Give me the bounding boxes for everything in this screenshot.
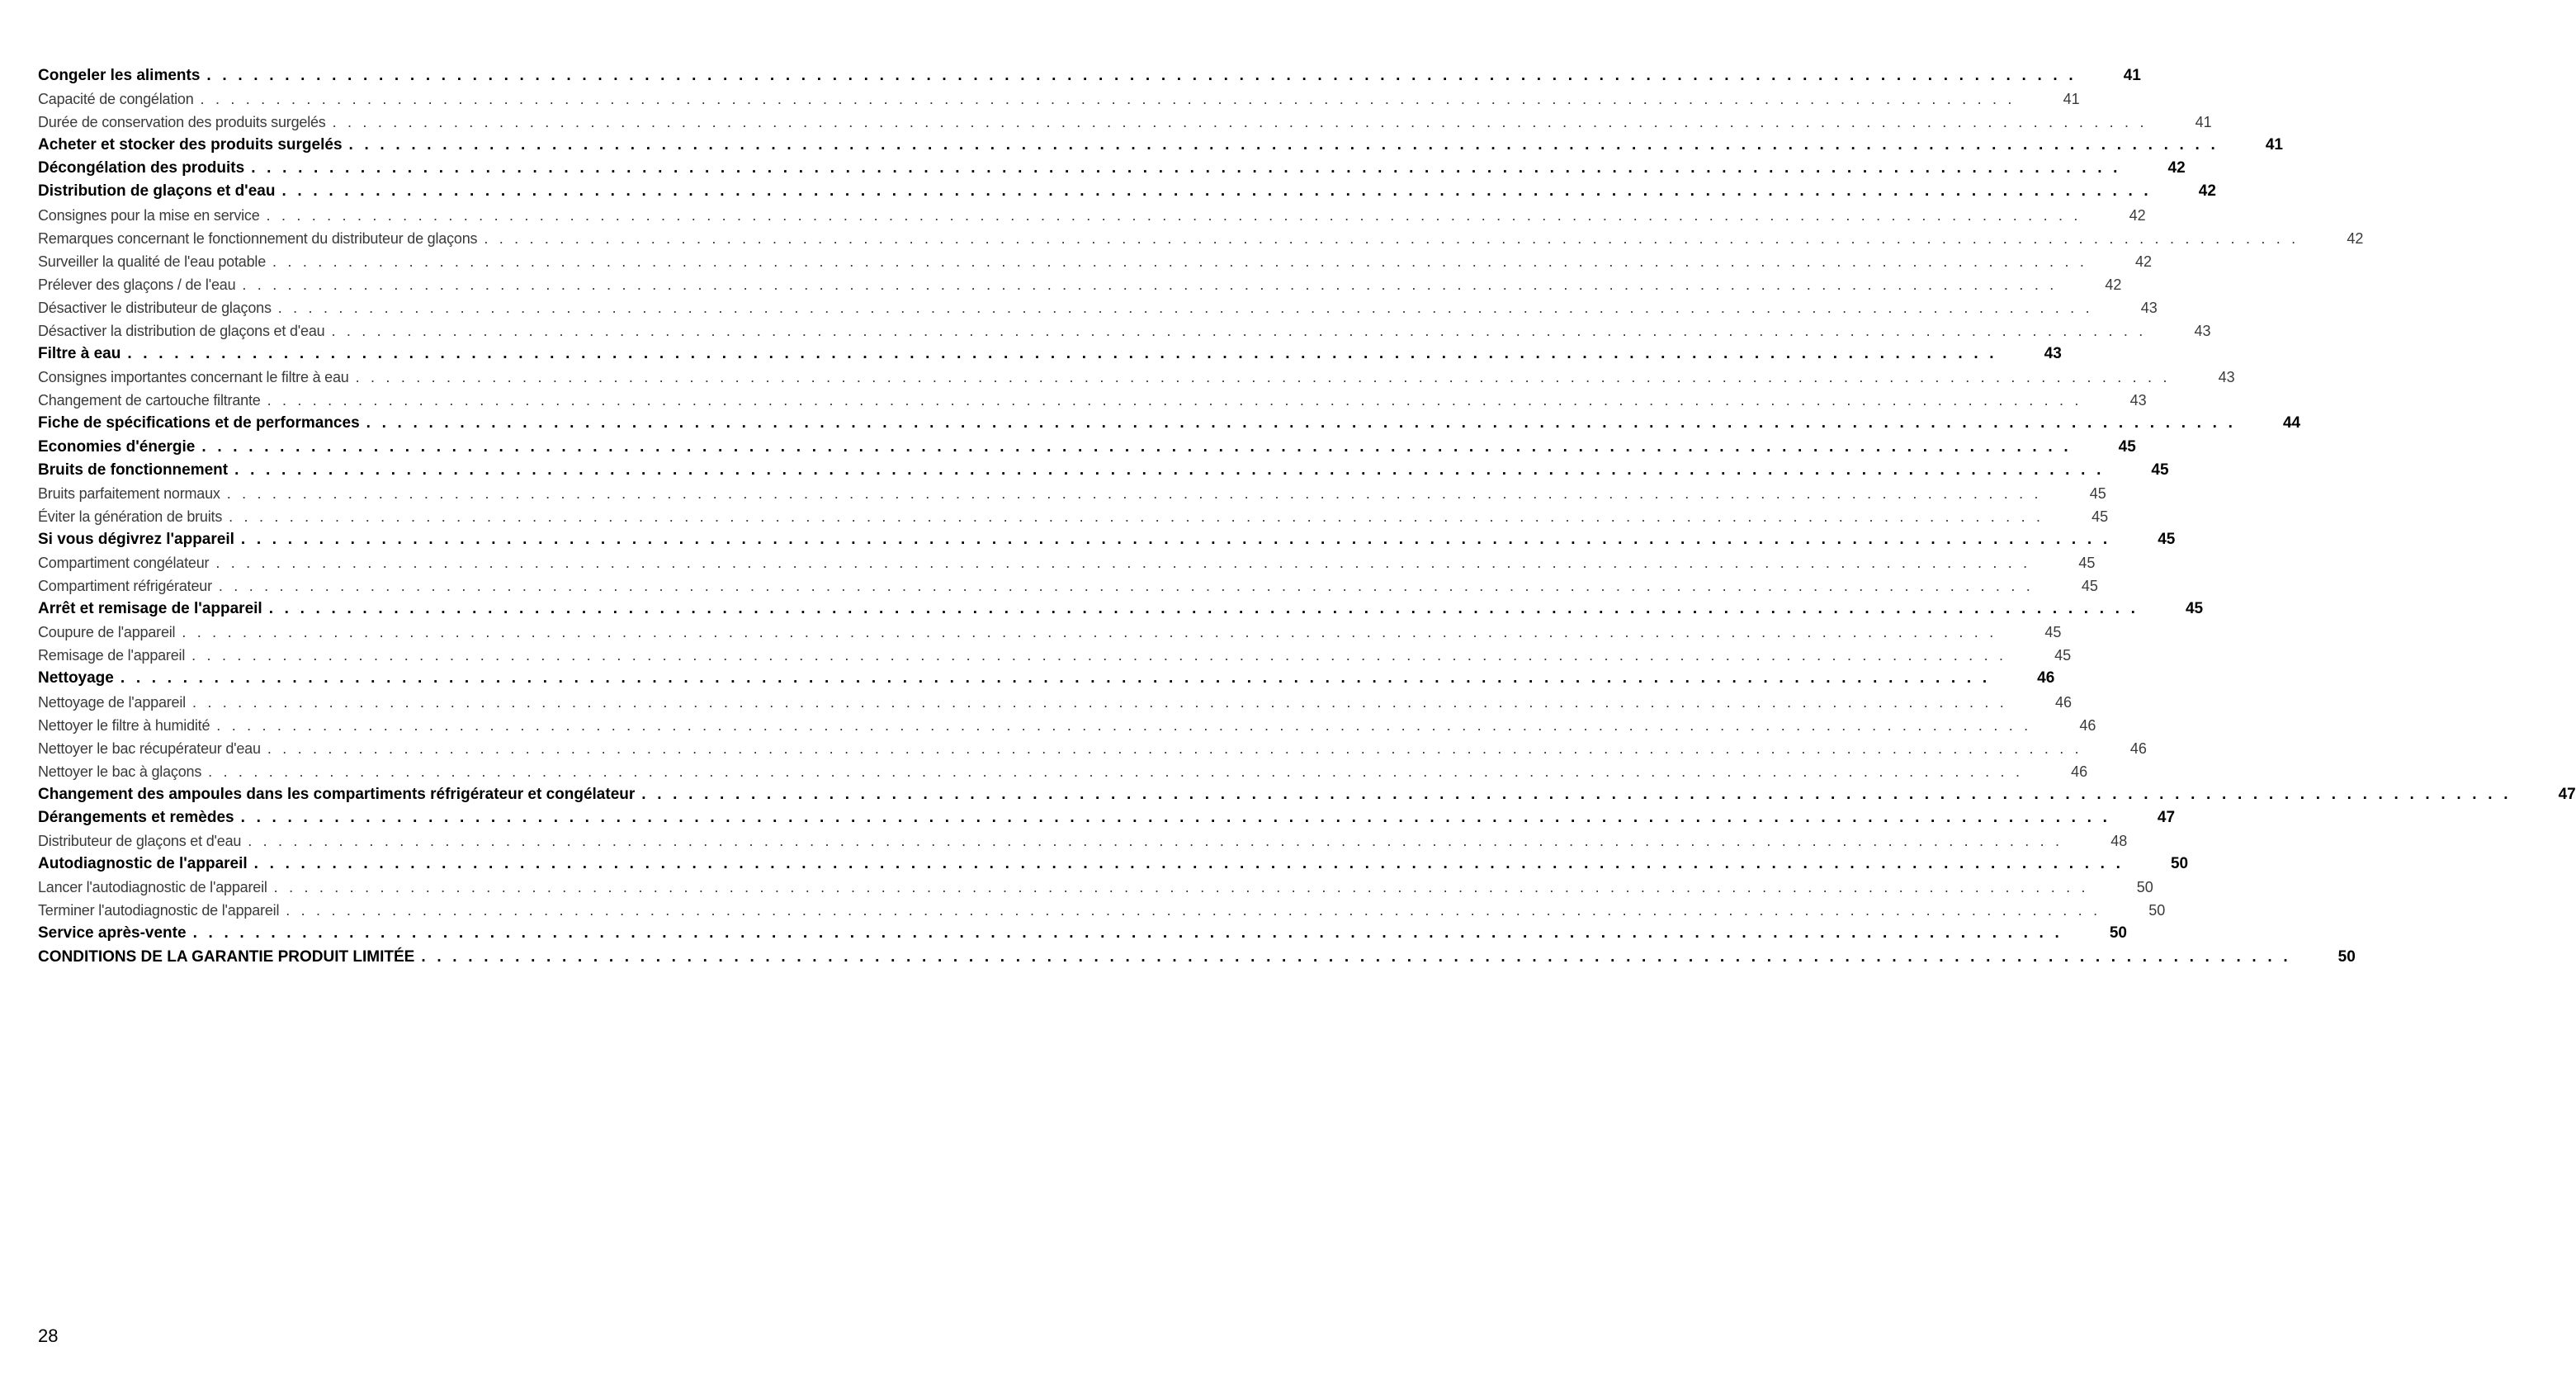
- toc-entry-page: 46: [2054, 693, 2073, 711]
- toc-section-row[interactable]: [38, 667, 2055, 690]
- toc-entry-title: Prélever des glaçons / de l'eau: [38, 276, 236, 293]
- toc-entry-title: Durée de conservation des produits surgelés: [38, 114, 326, 131]
- toc-entry-title: Consignes importantes concernant le filtre à eau: [38, 369, 349, 386]
- toc-entry-title: Nettoyage de l'appareil: [38, 693, 186, 711]
- dot-leader: . . . . . . . . . . . . . . . . . . . . . . . . . . . . . . . . . . . . . . . . . . . . . . . . . . . . . . . . . . . . . . . . . . . . . . . . . . . . . . . . . . . . . . . . . . . . . . . . . . . . . . . . . . . . . . . . . . . . . . . .: [226, 484, 2042, 502]
- toc-entry-page: 45: [2081, 578, 2098, 595]
- dot-leader: . . . . . . . . . . . . . . . . . . . . . . . . . . . . . . . . . . . . . . . . . . . . . . . . . . . . . . . . . . . . . . . . . . . . . . . . . . . . . . . . . . . . . . . . . . . . . . . . . . . . . . . . . . . . . . . . . . . . . . . .: [281, 182, 2152, 201]
- dot-leader: . . . . . . . . . . . . . . . . . . . . . . . . . . . . . . . . . . . . . . . . . . . . . . . . . . . . . . . . . . . . . . . . . . . . . . . . . . . . . . . . . . . . . . . . . . . . . . . . . . . . . . . . . . . . . . . . . . . . . . . .: [218, 578, 2034, 595]
- dot-leader: . . . . . . . . . . . . . . . . . . . . . . . . . . . . . . . . . . . . . . . . . . . . . . . . . . . . . . . . . . . . . . . . . . . . . . . . . . . . . . . . . . . . . . . . . . . . . . . . . . . . . . . . . . . . . . . . . . . . . . . .: [268, 600, 2139, 618]
- toc-entry-page: 47: [2558, 785, 2576, 803]
- toc-subsection-row[interactable]: [38, 829, 2128, 853]
- dot-leader: . . . . . . . . . . . . . . . . . . . . . . . . . . . . . . . . . . . . . . . . . . . . . . . . . . . . . . . . . . . . . . . . . . . . . . . . . . . . . . . . . . . . . . . . . . . . . . . . . . . . . . . . . . . . . . . . . . . . . . . .: [206, 67, 2077, 84]
- toc-entry-page: 43: [2218, 369, 2235, 386]
- toc-entry-title: Acheter et stocker des produits surgelés: [38, 136, 343, 154]
- toc-entry-page: 43: [2140, 299, 2158, 316]
- dot-leader: . . . . . . . . . . . . . . . . . . . . . . . . . . . . . . . . . . . . . . . . . . . . . . . . . . . . . . . . . . . . . . . . . . . . . . . . . . . . . . . . . . . . . . . . . . . . . . . . . . . . . . . . . . . . . . . . . . . . . . . .: [191, 693, 2008, 711]
- dot-leader: . . . . . . . . . . . . . . . . . . . . . . . . . . . . . . . . . . . . . . . . . . . . . . . . . . . . . . . . . . . . . . . . . . . . . . . . . . . . . . . . . . . . . . . . . . . . . . . . . . . . . . . . . . . . . . . . . . . . . . . .: [277, 299, 2093, 316]
- toc-entry-title: Remarques concernant le fonctionnement du distributeur de glaçons: [38, 229, 478, 247]
- dot-leader: . . . . . . . . . . . . . . . . . . . . . . . . . . . . . . . . . . . . . . . . . . . . . . . . . . . . . . . . . . . . . . . . . . . . . . . . . . . . . . . . . . . . . . . . . . . . . . . . . . . . . . . . . . . . . . . . . . . . . . . .: [248, 833, 2063, 850]
- dot-leader: . . . . . . . . . . . . . . . . . . . . . . . . . . . . . . . . . . . . . . . . . . . . . . . . . . . . . . . . . . . . . . . . . . . . . . . . . . . . . . . . . . . . . . . . . . . . . . . . . . . . . . . . . . . . . . . . . . . . . . . .: [229, 508, 2044, 525]
- toc-entry-page: 50: [2109, 924, 2127, 943]
- toc-entry-title: Désactiver le distributeur de glaçons: [38, 299, 272, 316]
- toc-entry-page: 42: [2167, 159, 2186, 177]
- toc-entry-page: 45: [2044, 624, 2062, 641]
- toc-section-row[interactable]: [38, 946, 2356, 969]
- toc-entry-title: Surveiller la qualité de l'eau potable: [38, 253, 267, 270]
- toc-subsection-row[interactable]: [38, 714, 2096, 737]
- toc-subsection-row[interactable]: [38, 644, 2072, 667]
- toc-subsection-row[interactable]: [38, 319, 2211, 343]
- dot-leader: . . . . . . . . . . . . . . . . . . . . . . . . . . . . . . . . . . . . . . . . . . . . . . . . . . . . . . . . . . . . . . . . . . . . . . . . . . . . . . . . . . . . . . . . . . . . . . . . . . . . . . . . . . . . . . . . . . . . . . . .: [332, 114, 2148, 131]
- toc-section-row[interactable]: [38, 436, 2136, 459]
- dot-leader: . . . . . . . . . . . . . . . . . . . . . . . . . . . . . . . . . . . . . . . . . . . . . . . . . . . . . . . . . . . . . . . . . . . . . . . . . . . . . . . . . . . . . . . . . . . . . . . . . . . . . . . . . . . . . . . . . . . . . . . .: [240, 530, 2111, 548]
- toc-entry-title: Coupure de l'appareil: [38, 624, 176, 641]
- toc-entry-title: Fiche de spécifications et de performances: [38, 414, 360, 432]
- toc-section-row[interactable]: [38, 853, 2189, 876]
- toc-section-row[interactable]: [38, 598, 2204, 621]
- toc-entry-page: 42: [2347, 229, 2364, 247]
- toc-subsection-row[interactable]: [38, 621, 2062, 644]
- toc-section-row[interactable]: [38, 343, 2062, 366]
- toc-entry-title: Désactiver la distribution de glaçons et d'eau: [38, 323, 325, 340]
- toc-entry-page: 42: [2105, 276, 2122, 293]
- dot-leader: . . . . . . . . . . . . . . . . . . . . . . . . . . . . . . . . . . . . . . . . . . . . . . . . . . . . . . . . . . . . . . . . . . . . . . . . . . . . . . . . . . . . . . . . . . . . . . . . . . . . . . . . . . . . . . . . . . . . . . . .: [251, 159, 2121, 177]
- toc-entry-title: Changement de cartouche filtrante: [38, 392, 261, 409]
- toc-entry-title: Consignes pour la mise en service: [38, 206, 260, 224]
- toc-entry-page: 45: [2118, 437, 2136, 456]
- dot-leader: . . . . . . . . . . . . . . . . . . . . . . . . . . . . . . . . . . . . . . . . . . . . . . . . . . . . . . . . . . . . . . . . . . . . . . . . . . . . . . . . . . . . . . . . . . . . . . . . . . . . . . . . . . . . . . . . . . . . . . . .: [267, 739, 2082, 757]
- toc-subsection-row[interactable]: [38, 482, 2106, 505]
- dot-leader: . . . . . . . . . . . . . . . . . . . . . . . . . . . . . . . . . . . . . . . . . . . . . . . . . . . . . . . . . . . . . . . . . . . . . . . . . . . . . . . . . . . . . . . . . . . . . . . . . . . . . . . . . . . . . . . . . . . . . . . .: [266, 206, 2082, 224]
- dot-leader: . . . . . . . . . . . . . . . . . . . . . . . . . . . . . . . . . . . . . . . . . . . . . . . . . . . . . . . . . . . . . . . . . . . . . . . . . . . . . . . . . . . . . . . . . . . . . . . . . . . . . . . . . . . . . . . . . . . . . . . .: [286, 902, 2101, 919]
- toc-entry-title: Changement des ampoules dans les compartiments réfrigérateur et congélateur: [38, 785, 636, 803]
- dot-leader: . . . . . . . . . . . . . . . . . . . . . . . . . . . . . . . . . . . . . . . . . . . . . . . . . . . . . . . . . . . . . . . . . . . . . . . . . . . . . . . . . . . . . . . . . . . . . . . . . . . . . . . . . . . . . . . . . . . . . . . .: [191, 647, 2007, 664]
- toc-entry-title: Filtre à eau: [38, 345, 121, 363]
- toc-entry-title: Compartiment congélateur: [38, 554, 210, 571]
- toc-section-row[interactable]: [38, 528, 2176, 551]
- toc-entry-title: Congeler les aliments: [38, 67, 201, 84]
- toc-section-row[interactable]: [38, 134, 2283, 157]
- dot-leader: . . . . . . . . . . . . . . . . . . . . . . . . . . . . . . . . . . . . . . . . . . . . . . . . . . . . . . . . . . . . . . . . . . . . . . . . . . . . . . . . . . . . . . . . . . . . . . . . . . . . . . . . . . . . . . . . . . . . . . . .: [127, 345, 1997, 363]
- dot-leader: . . . . . . . . . . . . . . . . . . . . . . . . . . . . . . . . . . . . . . . . . . . . . . . . . . . . . . . . . . . . . . . . . . . . . . . . . . . . . . . . . . . . . . . . . . . . . . . . . . . . . . . . . . . . . . . . . . . . . . . .: [120, 669, 1991, 687]
- toc-entry-page: 45: [2054, 647, 2072, 664]
- toc-entry-page: 45: [2158, 530, 2176, 548]
- toc-subsection-row[interactable]: [38, 899, 2166, 922]
- toc-entry-page: 43: [2194, 323, 2211, 340]
- toc-entry-page: 46: [2071, 763, 2088, 780]
- toc-entry-title: Décongélation des produits: [38, 159, 245, 177]
- dot-leader: . . . . . . . . . . . . . . . . . . . . . . . . . . . . . . . . . . . . . . . . . . . . . . . . . . . . . . . . . . . . . . . . . . . . . . . . . . . . . . . . . . . . . . . . . . . . . . . . . . . . . . . . . . . . . . . . . . . . . . . .: [200, 91, 2016, 108]
- toc-entry-page: 46: [2037, 669, 2055, 687]
- dot-leader: . . . . . . . . . . . . . . . . . . . . . . . . . . . . . . . . . . . . . . . . . . . . . . . . . . . . . . . . . . . . . . . . . . . . . . . . . . . . . . . . . . . . . . . . . . . . . . . . . . . . . . . . . . . . . . . . . . . . . . . .: [267, 392, 2082, 409]
- dot-leader: . . . . . . . . . . . . . . . . . . . . . . . . . . . . . . . . . . . . . . . . . . . . . . . . . . . . . . . . . . . . . . . . . . . . . . . . . . . . . . . . . . . . . . . . . . . . . . . . . . . . . . . . . . . . . . . . . . . . . . . .: [355, 369, 2171, 386]
- dot-leader: . . . . . . . . . . . . . . . . . . . . . . . . . . . . . . . . . . . . . . . . . . . . . . . . . . . . . . . . . . . . . . . . . . . . . . . . . . . . . . . . . . . . . . . . . . . . . . . . . . . . . . . . . . . . . . . . . . . . . . . .: [421, 947, 2291, 966]
- toc-entry-title: Service après-vente: [38, 924, 187, 943]
- dot-leader: . . . . . . . . . . . . . . . . . . . . . . . . . . . . . . . . . . . . . . . . . . . . . . . . . . . . . . . . . . . . . . . . . . . . . . . . . . . . . . . . . . . . . . . . . . . . . . . . . . . . . . . . . . . . . . . . . . . . . . . .: [201, 437, 2072, 456]
- toc-entry-title: Economies d'énergie: [38, 437, 196, 456]
- toc-subsection-row[interactable]: [38, 296, 2158, 319]
- dot-leader: . . . . . . . . . . . . . . . . . . . . . . . . . . . . . . . . . . . . . . . . . . . . . . . . . . . . . . . . . . . . . . . . . . . . . . . . . . . . . . . . . . . . . . . . . . . . . . . . . . . . . . . . . . . . . . . . . . . . . . . .: [234, 461, 2105, 479]
- toc-entry-page: 46: [2129, 739, 2147, 757]
- toc-entry-page: 45: [2078, 554, 2096, 571]
- toc-entry-page: 45: [2151, 461, 2169, 479]
- toc-subsection-row[interactable]: [38, 273, 2122, 296]
- toc-subsection-row[interactable]: [38, 760, 2088, 783]
- dot-leader: . . . . . . . . . . . . . . . . . . . . . . . . . . . . . . . . . . . . . . . . . . . . . . . . . . . . . . . . . . . . . . . . . . . . . . . . . . . . . . . . . . . . . . . . . . . . . . . . . . . . . . . . . . . . . . . . . . . . . . . .: [182, 624, 1997, 641]
- toc-subsection-row[interactable]: [38, 876, 2153, 899]
- dot-leader: . . . . . . . . . . . . . . . . . . . . . . . . . . . . . . . . . . . . . . . . . . . . . . . . . . . . . . . . . . . . . . . . . . . . . . . . . . . . . . . . . . . . . . . . . . . . . . . . . . . . . . . . . . . . . . . . . . . . . . . .: [208, 763, 2024, 780]
- dot-leader: . . . . . . . . . . . . . . . . . . . . . . . . . . . . . . . . . . . . . . . . . . . . . . . . . . . . . . . . . . . . . . . . . . . . . . . . . . . . . . . . . . . . . . . . . . . . . . . . . . . . . . . . . . . . . . . . . . . . . . . .: [216, 716, 2032, 734]
- toc-entry-page: 45: [2089, 484, 2106, 502]
- dot-leader: . . . . . . . . . . . . . . . . . . . . . . . . . . . . . . . . . . . . . . . . . . . . . . . . . . . . . . . . . . . . . . . . . . . . . . . . . . . . . . . . . . . . . . . . . . . . . . . . . . . . . . . . . . . . . . . . . . . . . . . .: [641, 785, 2512, 803]
- toc-entry-title: Nettoyer le bac à glaçons: [38, 763, 202, 780]
- toc-subsection-row[interactable]: [38, 250, 2153, 273]
- toc-entry-title: Autodiagnostic de l'appareil: [38, 855, 248, 873]
- toc-subsection-row[interactable]: [38, 366, 2235, 389]
- toc-entry-title: Capacité de congélation: [38, 91, 194, 108]
- toc-entry-page: 47: [2157, 809, 2176, 826]
- toc-entry-page: 41: [2265, 136, 2283, 154]
- dot-leader: . . . . . . . . . . . . . . . . . . . . . . . . . . . . . . . . . . . . . . . . . . . . . . . . . . . . . . . . . . . . . . . . . . . . . . . . . . . . . . . . . . . . . . . . . . . . . . . . . . . . . . . . . . . . . . . . . . . . . . . .: [240, 809, 2111, 826]
- dot-leader: . . . . . . . . . . . . . . . . . . . . . . . . . . . . . . . . . . . . . . . . . . . . . . . . . . . . . . . . . . . . . . . . . . . . . . . . . . . . . . . . . . . . . . . . . . . . . . . . . . . . . . . . . . . . . . . . . . . . . . . .: [272, 253, 2088, 270]
- toc-entry-title: Bruits de fonctionnement: [38, 461, 229, 479]
- toc-subsection-row[interactable]: [38, 227, 2364, 250]
- dot-leader: . . . . . . . . . . . . . . . . . . . . . . . . . . . . . . . . . . . . . . . . . . . . . . . . . . . . . . . . . . . . . . . . . . . . . . . . . . . . . . . . . . . . . . . . . . . . . . . . . . . . . . . . . . . . . . . . . . . . . . . .: [366, 414, 2237, 432]
- toc-section-row[interactable]: [38, 783, 2576, 806]
- toc-entry-title: Si vous dégivrez l'appareil: [38, 530, 234, 548]
- toc-entry-page: 42: [2129, 206, 2146, 224]
- toc-subsection-row[interactable]: [38, 551, 2096, 574]
- toc-subsection-row[interactable]: [38, 737, 2147, 760]
- toc-subsection-row[interactable]: [38, 204, 2146, 227]
- toc-entry-title: Nettoyer le filtre à humidité: [38, 716, 210, 734]
- toc-entry-page: 48: [2110, 833, 2128, 850]
- toc-section-row[interactable]: [38, 412, 2301, 435]
- dot-leader: . . . . . . . . . . . . . . . . . . . . . . . . . . . . . . . . . . . . . . . . . . . . . . . . . . . . . . . . . . . . . . . . . . . . . . . . . . . . . . . . . . . . . . . . . . . . . . . . . . . . . . . . . . . . . . . . . . . . . . . .: [192, 924, 2063, 943]
- toc-entry-title: Bruits parfaitement normaux: [38, 484, 220, 502]
- toc-section-row[interactable]: [38, 180, 2216, 203]
- toc-section-row[interactable]: [38, 922, 2127, 945]
- toc-entry-page: 43: [2129, 392, 2147, 409]
- toc-section-row[interactable]: [38, 64, 2141, 87]
- toc-section-row[interactable]: [38, 459, 2169, 482]
- toc-entry-title: Lancer l'autodiagnostic de l'appareil: [38, 879, 267, 896]
- dot-leader: . . . . . . . . . . . . . . . . . . . . . . . . . . . . . . . . . . . . . . . . . . . . . . . . . . . . . . . . . . . . . . . . . . . . . . . . . . . . . . . . . . . . . . . . . . . . . . . . . . . . . . . . . . . . . . . . . . . . . . . .: [273, 879, 2089, 896]
- toc-entry-page: 42: [2135, 253, 2153, 270]
- toc-section-row[interactable]: [38, 806, 2176, 829]
- toc-subsection-row[interactable]: [38, 111, 2212, 134]
- toc-subsection-row[interactable]: [38, 691, 2073, 714]
- toc-entry-page: 46: [2079, 716, 2096, 734]
- toc-entry-title: CONDITIONS DE LA GARANTIE PRODUIT LIMITÉE: [38, 947, 415, 966]
- dot-leader: . . . . . . . . . . . . . . . . . . . . . . . . . . . . . . . . . . . . . . . . . . . . . . . . . . . . . . . . . . . . . . . . . . . . . . . . . . . . . . . . . . . . . . . . . . . . . . . . . . . . . . . . . . . . . . . . . . . . . . . .: [253, 855, 2125, 873]
- page-number: 28: [38, 1325, 59, 1346]
- toc-entry-title: Remisage de l'appareil: [38, 647, 186, 664]
- toc-entry-title: Distribution de glaçons et d'eau: [38, 182, 276, 201]
- toc-entry-page: 44: [2282, 414, 2301, 432]
- toc-entry-title: Arrêt et remisage de l'appareil: [38, 600, 262, 618]
- toc-subsection-row[interactable]: [38, 87, 2080, 111]
- toc-entry-page: 50: [2170, 855, 2189, 873]
- toc-entry-title: Nettoyer le bac récupérateur d'eau: [38, 739, 261, 757]
- toc-section-row[interactable]: [38, 157, 2186, 180]
- dot-leader: . . . . . . . . . . . . . . . . . . . . . . . . . . . . . . . . . . . . . . . . . . . . . . . . . . . . . . . . . . . . . . . . . . . . . . . . . . . . . . . . . . . . . . . . . . . . . . . . . . . . . . . . . . . . . . . . . . . . . . . .: [484, 229, 2299, 247]
- toc-entry-page: 50: [2148, 902, 2166, 919]
- toc-entry-title: Compartiment réfrigérateur: [38, 578, 212, 595]
- toc-entry-page: 50: [2136, 879, 2153, 896]
- toc-entry-page: 42: [2198, 182, 2216, 201]
- toc-subsection-row[interactable]: [38, 505, 2109, 528]
- toc-entry-page: 43: [2044, 345, 2062, 363]
- table-of-contents: [38, 64, 2576, 969]
- dot-leader: . . . . . . . . . . . . . . . . . . . . . . . . . . . . . . . . . . . . . . . . . . . . . . . . . . . . . . . . . . . . . . . . . . . . . . . . . . . . . . . . . . . . . . . . . . . . . . . . . . . . . . . . . . . . . . . . . . . . . . . .: [348, 136, 2219, 154]
- toc-subsection-row[interactable]: [38, 574, 2098, 598]
- dot-leader: . . . . . . . . . . . . . . . . . . . . . . . . . . . . . . . . . . . . . . . . . . . . . . . . . . . . . . . . . . . . . . . . . . . . . . . . . . . . . . . . . . . . . . . . . . . . . . . . . . . . . . . . . . . . . . . . . . . . . . . .: [331, 323, 2147, 340]
- toc-entry-title: Éviter la génération de bruits: [38, 508, 223, 525]
- toc-entry-title: Dérangements et remèdes: [38, 809, 234, 826]
- toc-entry-page: 41: [2195, 114, 2212, 131]
- toc-entry-title: Distributeur de glaçons et d'eau: [38, 833, 242, 850]
- dot-leader: . . . . . . . . . . . . . . . . . . . . . . . . . . . . . . . . . . . . . . . . . . . . . . . . . . . . . . . . . . . . . . . . . . . . . . . . . . . . . . . . . . . . . . . . . . . . . . . . . . . . . . . . . . . . . . . . . . . . . . . .: [242, 276, 2058, 293]
- toc-entry-title: Terminer l'autodiagnostic de l'appareil: [38, 902, 280, 919]
- toc-subsection-row[interactable]: [38, 389, 2147, 412]
- toc-entry-page: 41: [2123, 67, 2141, 84]
- toc-entry-page: 41: [2063, 91, 2080, 108]
- dot-leader: . . . . . . . . . . . . . . . . . . . . . . . . . . . . . . . . . . . . . . . . . . . . . . . . . . . . . . . . . . . . . . . . . . . . . . . . . . . . . . . . . . . . . . . . . . . . . . . . . . . . . . . . . . . . . . . . . . . . . . . .: [215, 554, 2031, 571]
- toc-entry-page: 50: [2337, 947, 2356, 966]
- toc-entry-page: 45: [2185, 600, 2204, 618]
- toc-entry-page: 45: [2092, 508, 2109, 525]
- toc-entry-title: Nettoyage: [38, 669, 114, 687]
